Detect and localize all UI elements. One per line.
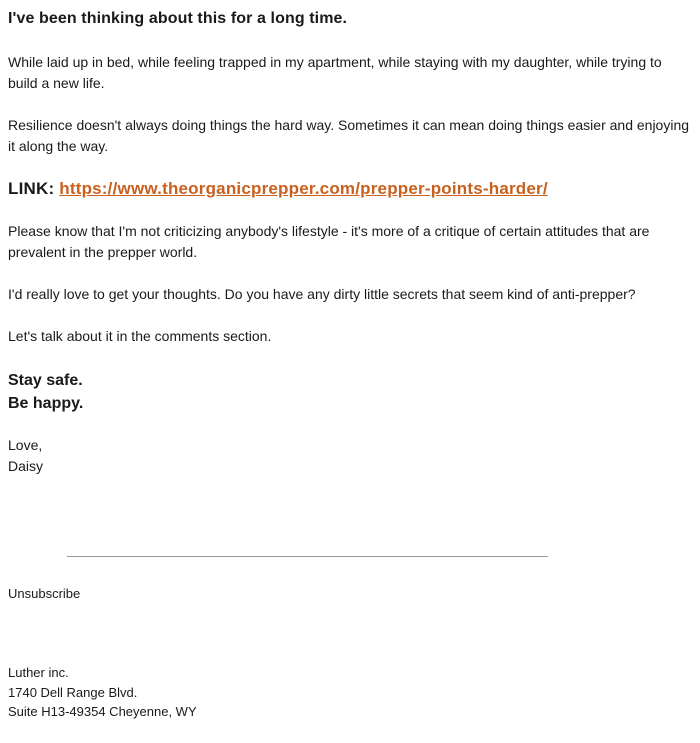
link-line [8, 179, 548, 199]
paragraph-comments: Let's talk about it in the comments section. [8, 328, 272, 344]
link-label: LINK: [8, 179, 55, 198]
signature: Daisy [8, 458, 44, 474]
address-line-1: 1740 Dell Range Blvd. [8, 684, 138, 700]
email-heading: I've been thinking about this for a long time. [8, 10, 348, 27]
paragraph-resilience: Resilience doesn't always doing things the hard way. Sometimes it can mean doing things easier and enjoying it along the way. [8, 117, 690, 154]
paragraph-intro: While laid up in bed, while feeling trapped in my apartment, while staying with my daughter, while trying to build a new life. [8, 54, 662, 91]
paragraph-disclaimer: Please know that I'm not criticizing anybody's lifestyle - it's more of a critique of certain attitudes that are prevalent in the prepper world. [8, 223, 650, 260]
footer-address [8, 663, 197, 722]
signoff-stay-safe: Stay safe. [8, 372, 83, 389]
address-line-2: Suite H13-49354 Cheyenne, WY [8, 704, 197, 719]
closing: Love, [8, 437, 43, 453]
unsubscribe-link[interactable]: Unsubscribe [8, 586, 81, 601]
company-name: Luther inc. [8, 665, 69, 680]
signoff-be-happy: Be happy. [8, 395, 84, 412]
paragraph-question: I'd really love to get your thoughts. Do you have any dirty little secrets that seem kind of anti-prepper? [8, 286, 636, 302]
article-link[interactable]: https://www.theorganicprepper.com/prepper-points-harder/ [59, 179, 548, 198]
footer-divider [67, 556, 548, 557]
